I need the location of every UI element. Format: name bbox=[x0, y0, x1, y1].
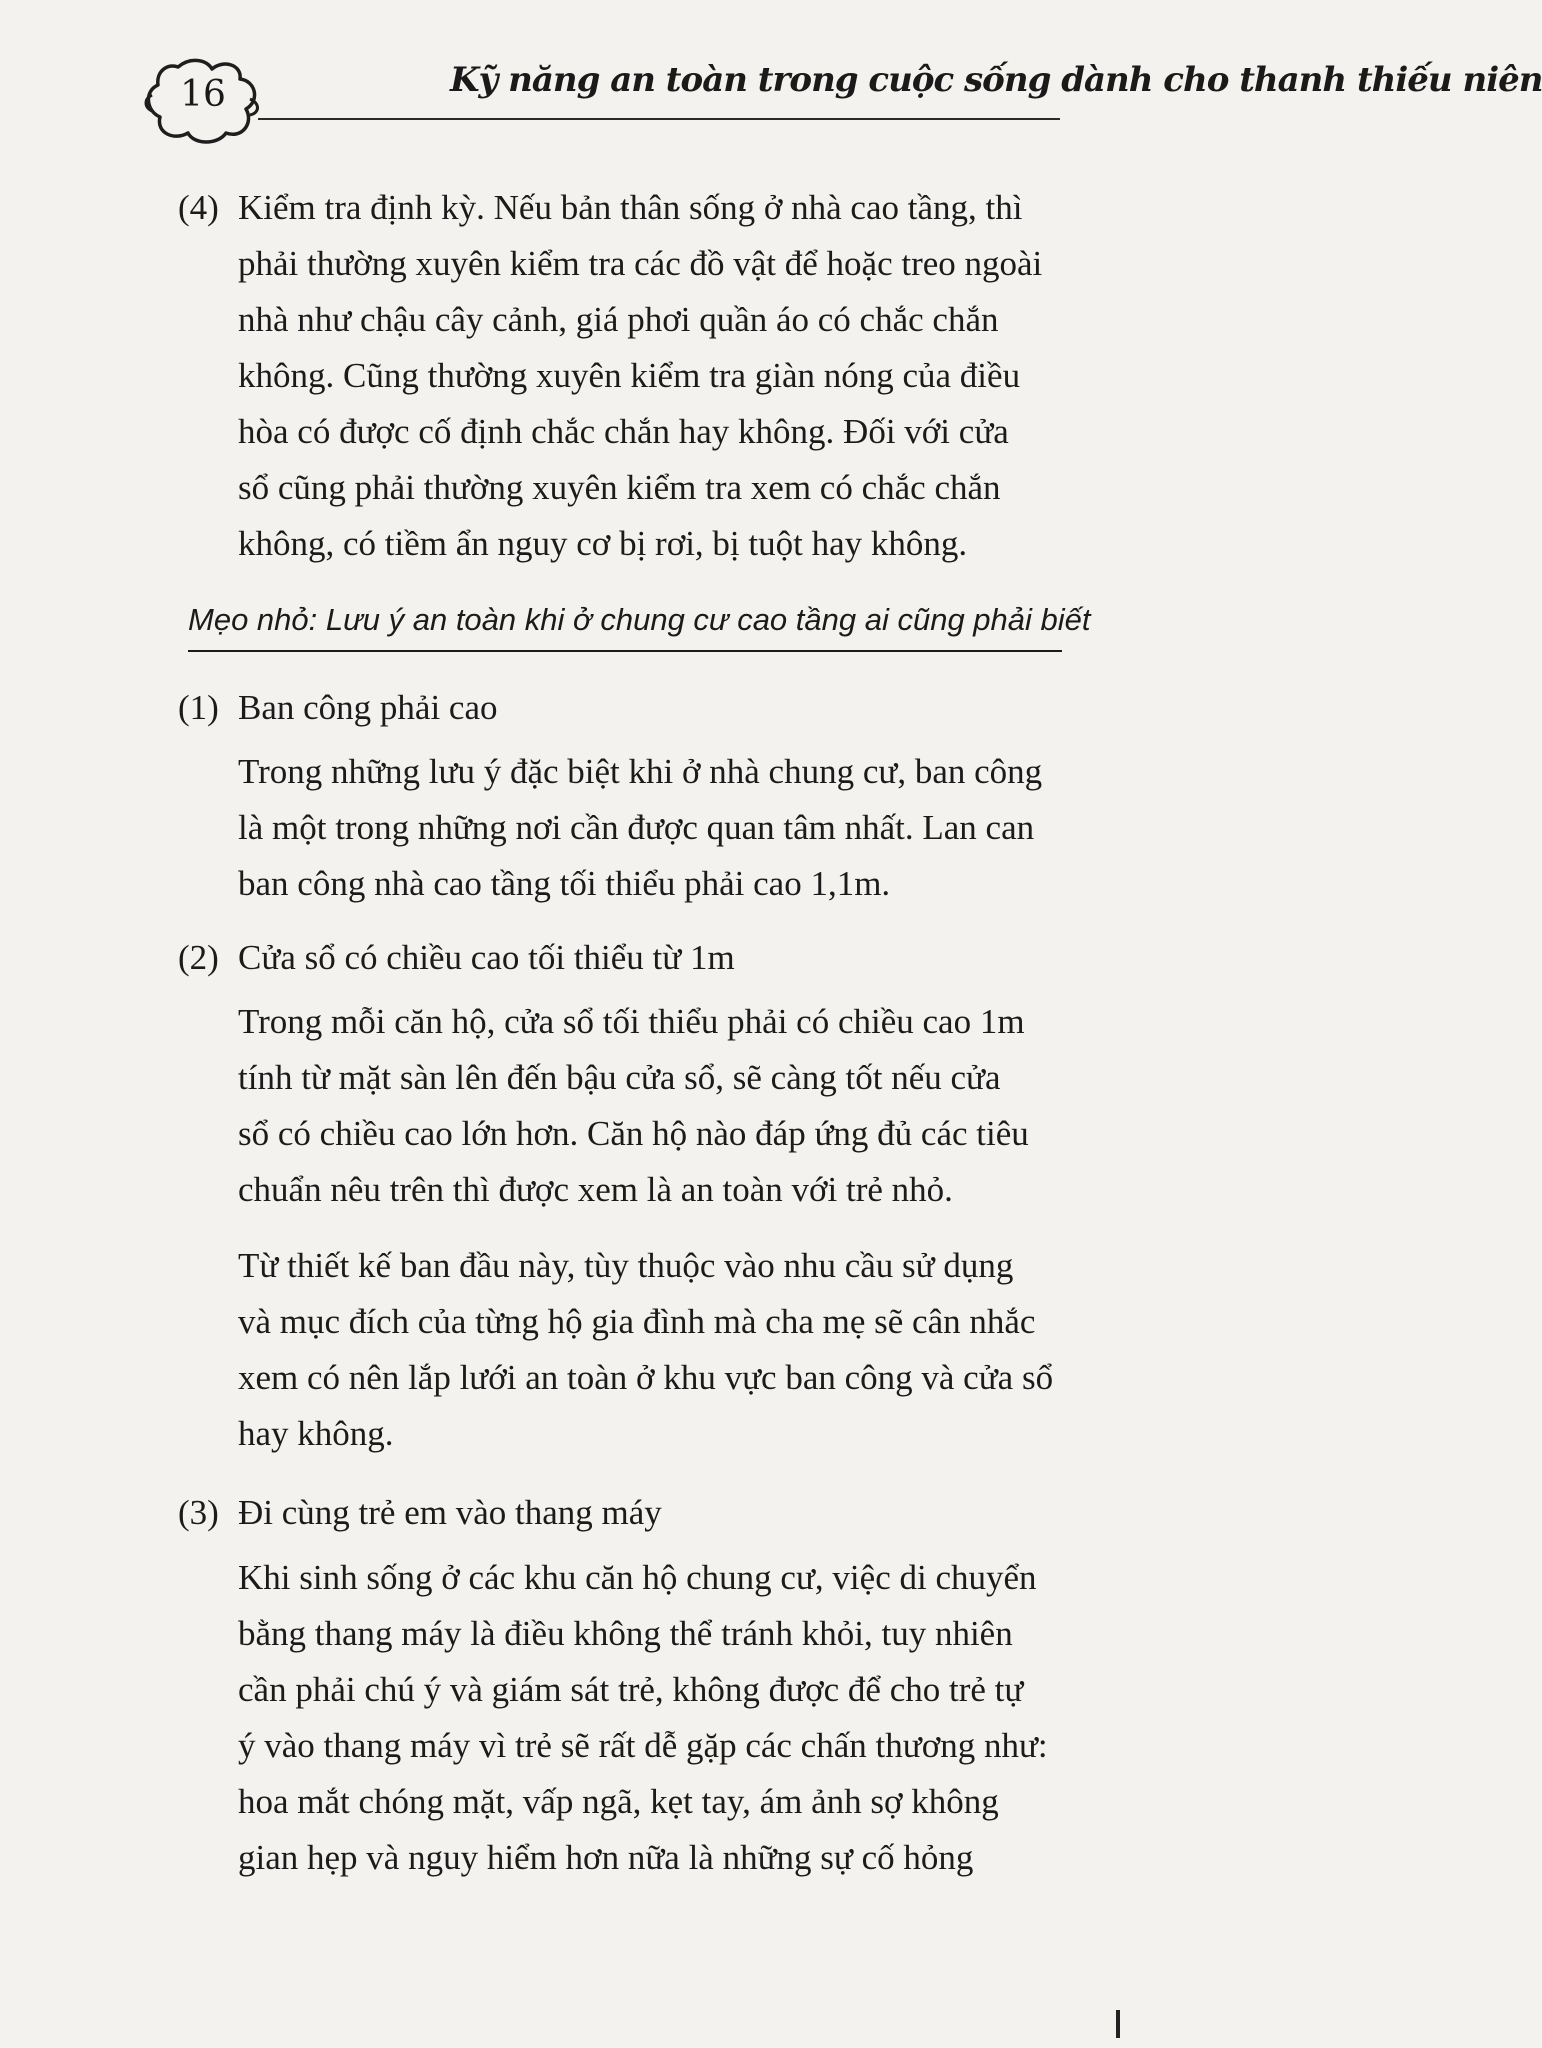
text-line: Khi sinh sống ở các khu căn hộ chung cư, việc di chuyển bbox=[238, 1558, 1037, 1597]
section-4-number: (4) bbox=[178, 188, 219, 227]
text-line: ban công nhà cao tầng tối thiểu phải cao 1,1m. bbox=[238, 864, 891, 903]
text-line: cần phải chú ý và giám sát trẻ, không được để cho trẻ tự bbox=[238, 1670, 1024, 1709]
text-line: chuẩn nêu trên thì được xem là an toàn với trẻ nhỏ. bbox=[238, 1170, 953, 1209]
text-line: phải thường xuyên kiểm tra các đồ vật để hoặc treo ngoài bbox=[238, 244, 1043, 283]
tip-item-2-text bbox=[238, 994, 1063, 1218]
text-line: và mục đích của từng hộ gia đình mà cha mẹ sẽ cân nhắc bbox=[238, 1302, 1036, 1341]
tip-item-1-text bbox=[238, 744, 1063, 912]
text-line: Trong mỗi căn hộ, cửa sổ tối thiểu phải có chiều cao 1m bbox=[238, 1002, 1025, 1041]
header-divider bbox=[258, 118, 1060, 120]
text-line: bằng thang máy là điều không thể tránh khỏi, tuy nhiên bbox=[238, 1614, 1013, 1653]
tip-title: Mẹo nhỏ: Lưu ý an toàn khi ở chung cư cao tầng ai cũng phải biết bbox=[188, 602, 1091, 637]
text-line: tính từ mặt sàn lên đến bậu cửa sổ, sẽ càng tốt nếu cửa bbox=[238, 1058, 1001, 1097]
text-line: hay không. bbox=[238, 1414, 394, 1453]
text-line: gian hẹp và nguy hiểm hơn nữa là những sự cố hỏng bbox=[238, 1838, 974, 1877]
running-title: Kỹ năng an toàn trong cuộc sống dành cho thanh thiếu niên bbox=[450, 60, 1542, 100]
text-line: sổ có chiều cao lớn hơn. Căn hộ nào đáp ứng đủ các tiêu bbox=[238, 1114, 1029, 1153]
section-4-text bbox=[238, 180, 1063, 572]
text-line: sổ cũng phải thường xuyên kiểm tra xem có chắc chắn bbox=[238, 468, 1001, 507]
text-line: Trong những lưu ý đặc biệt khi ở nhà chung cư, ban công bbox=[238, 752, 1043, 791]
text-line: Từ thiết kế ban đầu này, tùy thuộc vào nhu cầu sử dụng bbox=[238, 1246, 1014, 1285]
text-line: xem có nên lắp lưới an toàn ở khu vực ban công và cửa sổ bbox=[238, 1358, 1054, 1397]
tip-title-underline bbox=[188, 650, 1062, 652]
text-line: không. Cũng thường xuyên kiểm tra giàn nóng của điều bbox=[238, 356, 1021, 395]
tip-item-3-text bbox=[238, 1550, 1063, 1886]
page-header bbox=[0, 0, 1542, 150]
page-number: 16 bbox=[180, 74, 226, 115]
text-line: hoa mắt chóng mặt, vấp ngã, kẹt tay, ám ảnh sợ không bbox=[238, 1782, 999, 1821]
text-line: nhà như chậu cây cảnh, giá phơi quần áo có chắc chắn bbox=[238, 300, 999, 339]
text-line: là một trong những nơi cần được quan tâm nhất. Lan can bbox=[238, 808, 1035, 847]
tip-item-1-heading: (1) Ban công phải cao bbox=[178, 688, 498, 727]
tip-item-3-heading: (3) Đi cùng trẻ em vào thang máy bbox=[178, 1493, 662, 1532]
text-line: hòa có được cố định chắc chắn hay không. Đối với cửa bbox=[238, 412, 1009, 451]
page-edge-mark bbox=[1116, 2010, 1120, 2038]
text-line: ý vào thang máy vì trẻ sẽ rất dễ gặp các chấn thương như: bbox=[238, 1726, 1048, 1765]
text-line: Kiểm tra định kỳ. Nếu bản thân sống ở nhà cao tầng, thì bbox=[238, 188, 1023, 227]
tip-item-2-heading: (2) Cửa sổ có chiều cao tối thiểu từ 1m bbox=[178, 938, 735, 977]
text-line: không, có tiềm ẩn nguy cơ bị rơi, bị tuột hay không. bbox=[238, 524, 968, 563]
tip-item-2-text-cont bbox=[238, 1238, 1063, 1462]
